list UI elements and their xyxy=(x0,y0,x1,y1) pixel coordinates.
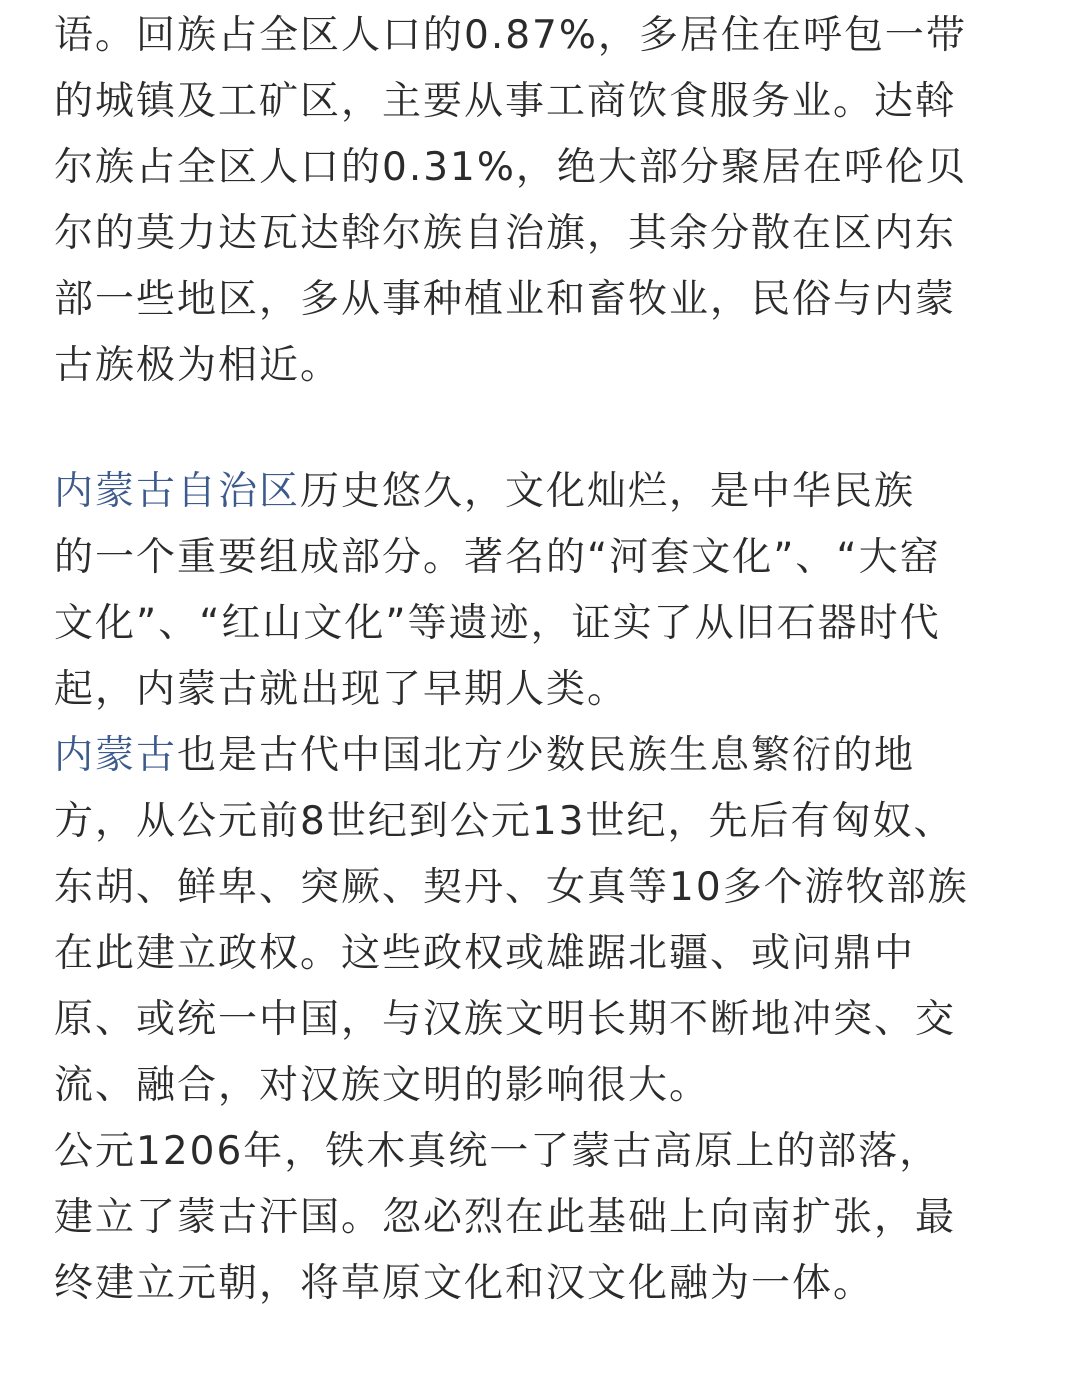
text-line: 起，内蒙古就出现了早期人类。 xyxy=(54,667,629,712)
text-line: 古族极为相近。 xyxy=(54,343,342,388)
paragraph-history xyxy=(54,459,1026,723)
text-line: 语。回族占全区人口的0.87%，多居住在呼包一带 xyxy=(54,13,967,58)
text-line: 东胡、鲜卑、突厥、契丹、女真等10多个游牧部族 xyxy=(54,865,969,910)
text-line: 文化”、“红山文化”等遗迹，证实了从旧石器时代 xyxy=(54,601,941,646)
paragraph-ancient-peoples xyxy=(54,723,1026,1119)
text-line: 尔的莫力达瓦达斡尔族自治旗，其余分散在区内东 xyxy=(54,211,957,256)
text-line: 的城镇及工矿区，主要从事工商饮食服务业。达斡 xyxy=(54,79,957,124)
text-line: 尔族占全区人口的0.31%，绝大部分聚居在呼伦贝 xyxy=(54,145,967,190)
paragraph-population xyxy=(54,3,1026,399)
text-line: 方，从公元前8世纪到公元13世纪，先后有匈奴、 xyxy=(54,799,955,844)
text-line: 公元1206年，铁木真统一了蒙古高原上的部落， xyxy=(54,1129,941,1174)
text-run: 也是古代中国北方少数民族生息繁衍的地 xyxy=(177,733,916,778)
text-line: 终建立元朝，将草原文化和汉文化融为一体。 xyxy=(54,1261,875,1306)
text-line xyxy=(54,723,1026,789)
text-line: 建立了蒙古汗国。忽必烈在此基础上向南扩张，最 xyxy=(54,1195,957,1240)
text-line: 的一个重要组成部分。著名的“河套文化”、“大窑 xyxy=(54,535,941,580)
highlight-term: 内蒙古 xyxy=(54,733,178,778)
paragraph-mongol-khanate xyxy=(54,1119,1026,1317)
text-line: 原、或统一中国，与汉族文明长期不断地冲突、交 xyxy=(54,997,957,1042)
text-line: 部一些地区，多从事种植业和畜牧业，民俗与内蒙 xyxy=(54,277,957,322)
text-run: 历史悠久，文化灿烂，是中华民族 xyxy=(300,469,916,514)
text-line xyxy=(54,459,1026,525)
highlight-term: 内蒙古自治区 xyxy=(54,469,301,514)
text-line: 流、融合，对汉族文明的影响很大。 xyxy=(54,1063,711,1108)
text-line: 在此建立政权。这些政权或雄踞北疆、或问鼎中 xyxy=(54,931,916,976)
